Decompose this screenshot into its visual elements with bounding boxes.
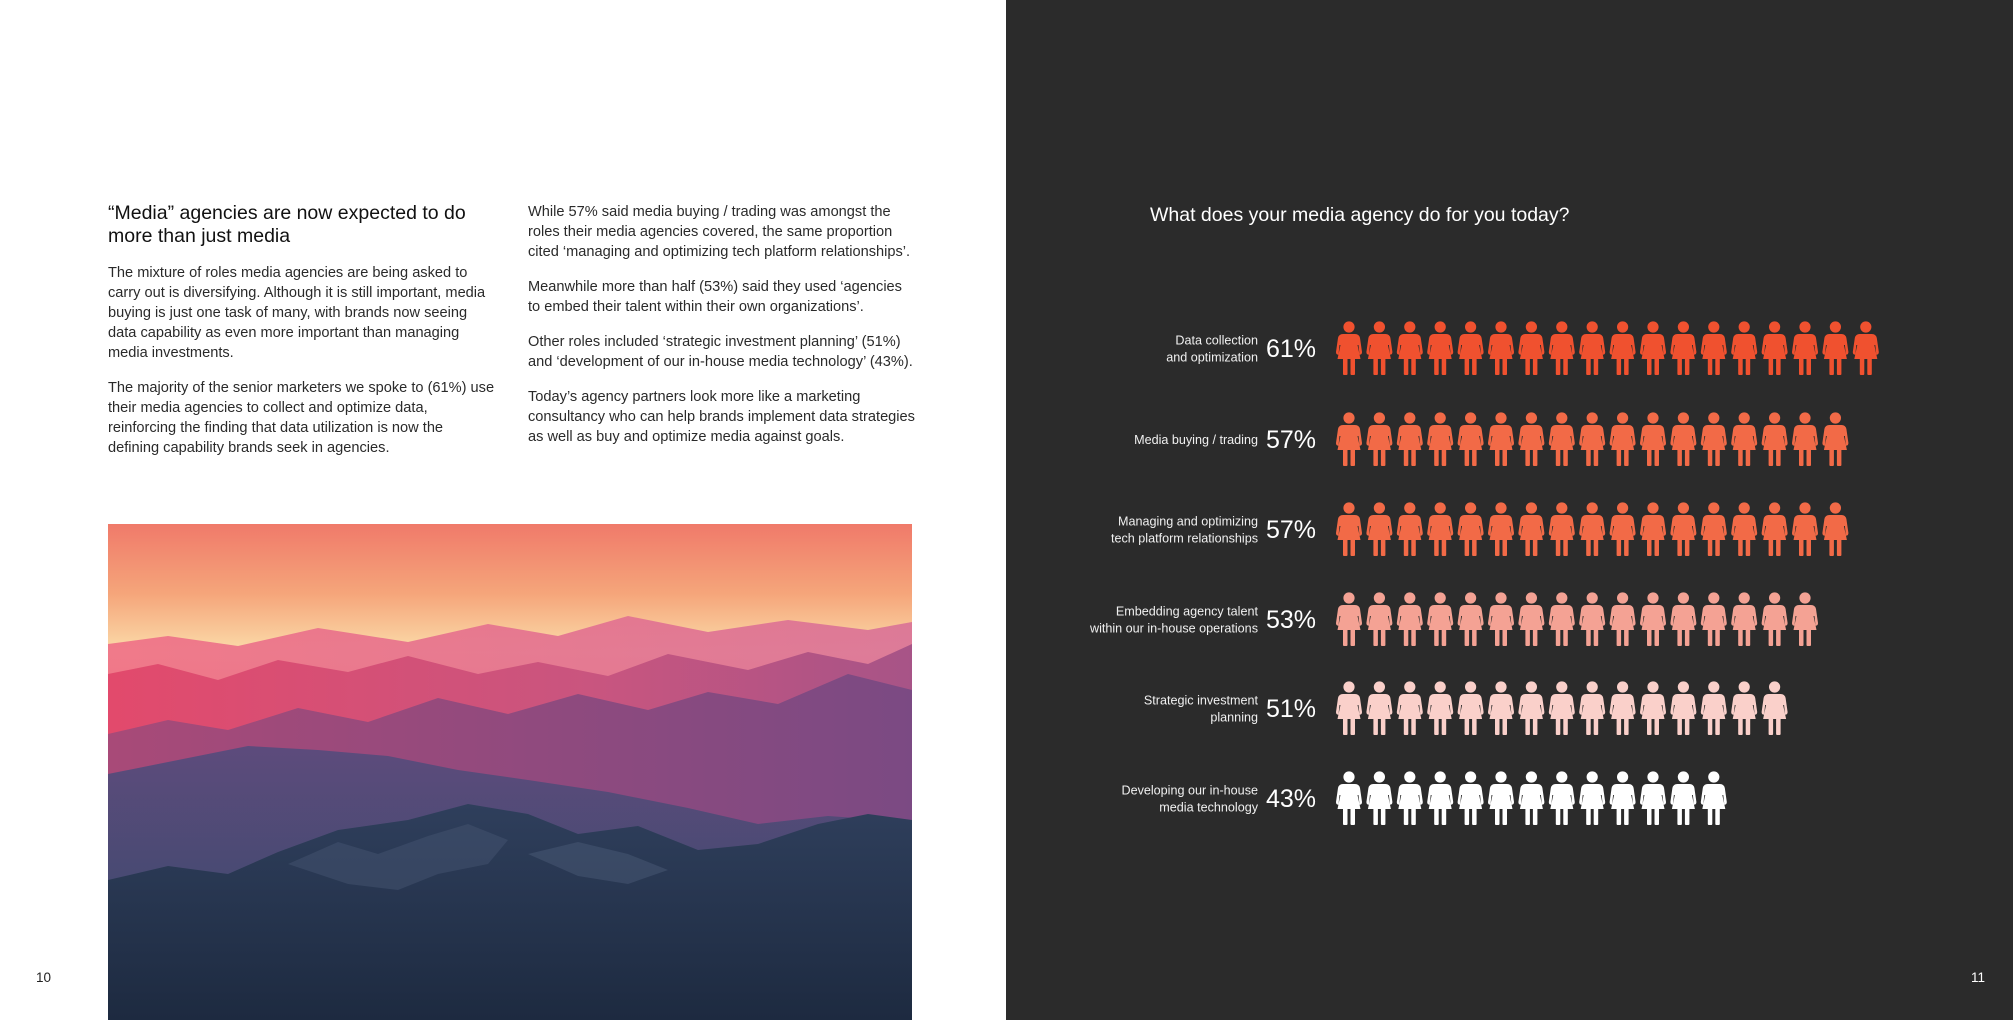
paragraph: The majority of the senior marketers we spoke to (61%) use their media agencies to collect and optimize data, reinforcing the finding that data utilization is now the defining capability brands seek in agencies. — [108, 380, 495, 456]
person-icon — [1427, 321, 1453, 375]
person-icon — [1822, 502, 1848, 556]
person-icon — [1579, 502, 1605, 556]
row-percentage: 57% — [1266, 516, 1317, 544]
person-icon — [1701, 592, 1727, 646]
person-icon — [1427, 502, 1453, 556]
section-heading: “Media” agencies are now expected to do more than just media — [108, 202, 466, 247]
chart-row — [1006, 412, 2013, 468]
person-icon — [1579, 321, 1605, 375]
person-icon — [1610, 412, 1636, 466]
person-icon — [1640, 502, 1666, 556]
person-icon-row — [1336, 592, 1827, 648]
person-icon — [1701, 321, 1727, 375]
person-icon — [1610, 681, 1636, 735]
person-icon — [1518, 321, 1544, 375]
person-icon — [1397, 412, 1423, 466]
person-icon-row — [1336, 321, 1888, 377]
text-column-right — [528, 202, 916, 462]
row-label-line: planning — [1210, 710, 1258, 724]
person-icon — [1853, 321, 1879, 375]
person-icon — [1731, 681, 1757, 735]
person-icon — [1731, 412, 1757, 466]
person-icon — [1427, 412, 1453, 466]
row-label — [1058, 693, 1258, 726]
page-number: 11 — [1970, 970, 1985, 985]
person-icon — [1488, 502, 1514, 556]
person-icon — [1670, 681, 1696, 735]
person-icon — [1336, 771, 1362, 825]
person-icon — [1518, 412, 1544, 466]
row-label-line: and optimization — [1166, 350, 1258, 364]
person-icon — [1701, 412, 1727, 466]
person-icon-row — [1336, 502, 1857, 558]
person-icon — [1579, 412, 1605, 466]
person-icon — [1397, 321, 1423, 375]
person-icon — [1397, 681, 1423, 735]
person-icon — [1366, 502, 1392, 556]
person-icon — [1336, 412, 1362, 466]
person-icon — [1518, 771, 1544, 825]
person-icon — [1518, 681, 1544, 735]
person-icon — [1458, 412, 1484, 466]
right-page — [1006, 0, 2013, 1020]
person-icon — [1549, 681, 1575, 735]
person-icon-row — [1336, 412, 1857, 468]
person-icon — [1640, 681, 1666, 735]
person-icon — [1670, 592, 1696, 646]
paragraph: Meanwhile more than half (53%) said they used ‘agencies to embed their talent within their own organizations’. — [528, 279, 902, 315]
person-icon — [1458, 321, 1484, 375]
paragraph: While 57% said media buying / trading was amongst the roles their media agencies covered, the same proportion cited ‘managing and optimizing tech platform relationships’. — [528, 204, 911, 260]
person-icon-row — [1336, 681, 1796, 737]
person-icon — [1670, 412, 1696, 466]
left-page — [0, 0, 1006, 1020]
person-icon — [1610, 592, 1636, 646]
person-icon — [1549, 771, 1575, 825]
chart-row — [1006, 321, 2013, 377]
person-icon — [1640, 592, 1666, 646]
person-icon — [1731, 592, 1757, 646]
paragraph: Other roles included ‘strategic investment planning’ (51%) and ‘development of our in-house media technology’ (43%). — [528, 334, 913, 370]
person-icon — [1640, 771, 1666, 825]
person-icon — [1397, 771, 1423, 825]
row-label-line: Data collection — [1175, 333, 1258, 348]
row-label-line: Embedding agency talent — [1115, 604, 1258, 619]
person-icon — [1549, 592, 1575, 646]
person-icon — [1366, 771, 1392, 825]
person-icon — [1518, 592, 1544, 646]
person-icon — [1549, 502, 1575, 556]
person-icon — [1762, 681, 1788, 735]
person-icon — [1366, 681, 1392, 735]
person-icon — [1458, 592, 1484, 646]
person-icon — [1427, 681, 1453, 735]
person-icon — [1458, 681, 1484, 735]
row-label-line: Media buying / trading — [1134, 432, 1258, 447]
chart-row — [1006, 681, 2013, 737]
person-icon — [1427, 771, 1453, 825]
row-label-line: tech platform relationships — [1111, 531, 1258, 545]
person-icon — [1610, 771, 1636, 825]
person-icon — [1610, 502, 1636, 556]
person-icon — [1670, 321, 1696, 375]
person-icon — [1822, 321, 1848, 375]
row-label — [1058, 333, 1258, 366]
text-column-left — [108, 202, 496, 473]
person-icon — [1792, 321, 1818, 375]
person-icon — [1792, 412, 1818, 466]
person-icon — [1579, 681, 1605, 735]
person-icon — [1762, 502, 1788, 556]
row-label-line: Strategic investment — [1143, 693, 1258, 708]
mountain-sunset-photo — [108, 524, 912, 1020]
person-icon — [1731, 321, 1757, 375]
person-icon — [1792, 502, 1818, 556]
person-icon — [1427, 592, 1453, 646]
person-icon — [1488, 412, 1514, 466]
chart-row — [1006, 771, 2013, 827]
chart-title: What does your media agency do for you today? — [1150, 204, 1570, 226]
row-percentage: 53% — [1266, 606, 1317, 634]
person-icon — [1336, 321, 1362, 375]
person-icon — [1458, 771, 1484, 825]
person-icon — [1640, 321, 1666, 375]
person-icon — [1640, 412, 1666, 466]
person-icon — [1336, 681, 1362, 735]
person-icon — [1822, 412, 1848, 466]
page-number: 10 — [36, 970, 52, 985]
row-percentage: 43% — [1266, 785, 1317, 813]
person-icon — [1670, 502, 1696, 556]
row-label-line: Managing and optimizing — [1117, 514, 1258, 529]
row-label-line: media technology — [1159, 800, 1258, 814]
person-icon — [1762, 321, 1788, 375]
row-percentage: 51% — [1266, 695, 1317, 723]
person-icon — [1579, 771, 1605, 825]
paragraph: Today’s agency partners look more like a marketing consultancy who can help brands implement data strategies as well as buy and optimize media against goals. — [528, 389, 915, 445]
person-icon — [1579, 592, 1605, 646]
person-icon — [1397, 592, 1423, 646]
person-icon — [1701, 681, 1727, 735]
person-icon — [1701, 502, 1727, 556]
row-label-line: Developing our in-house — [1121, 783, 1258, 798]
person-icon — [1488, 681, 1514, 735]
person-icon — [1366, 592, 1392, 646]
row-label — [1058, 514, 1258, 547]
person-icon — [1397, 502, 1423, 556]
chart-row — [1006, 502, 2013, 558]
row-label-line: within our in-house operations — [1089, 621, 1258, 635]
person-icon — [1549, 412, 1575, 466]
row-label — [1058, 604, 1258, 637]
person-icon — [1488, 592, 1514, 646]
row-percentage: 57% — [1266, 426, 1317, 454]
person-icon — [1731, 502, 1757, 556]
row-label — [1058, 783, 1258, 816]
person-icon — [1610, 321, 1636, 375]
person-icon — [1518, 502, 1544, 556]
person-icon — [1488, 771, 1514, 825]
chart-row — [1006, 592, 2013, 648]
row-label — [1058, 432, 1258, 449]
person-icon-row — [1336, 771, 1736, 827]
person-icon — [1762, 412, 1788, 466]
person-icon — [1366, 321, 1392, 375]
person-icon — [1336, 592, 1362, 646]
person-icon — [1701, 771, 1727, 825]
person-icon — [1549, 321, 1575, 375]
row-percentage: 61% — [1266, 335, 1317, 363]
person-icon — [1792, 592, 1818, 646]
person-icon — [1762, 592, 1788, 646]
person-icon — [1336, 502, 1362, 556]
person-icon — [1366, 412, 1392, 466]
paragraph: The mixture of roles media agencies are being asked to carry out is diversifying. Although it is still important, media buying is just one task of many, with brands now seeing data capability as even more important than managing media investments. — [108, 265, 486, 361]
person-icon — [1488, 321, 1514, 375]
person-icon — [1670, 771, 1696, 825]
person-icon — [1458, 502, 1484, 556]
